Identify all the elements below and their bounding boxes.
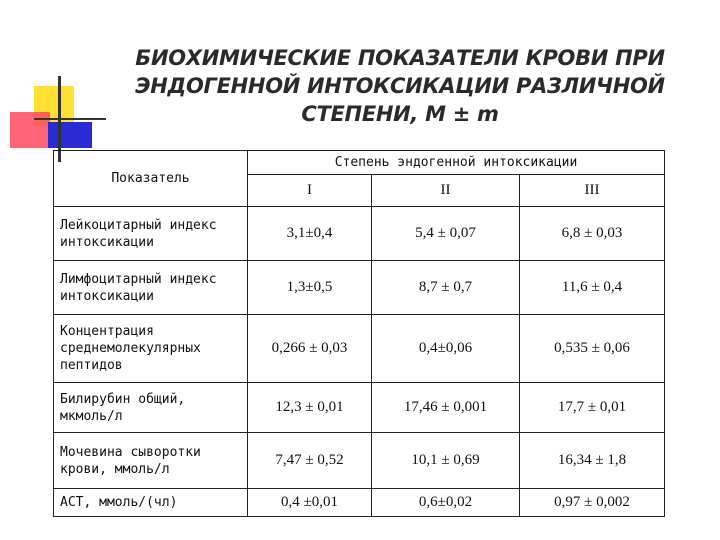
cell-value: 5,4 ± 0,07 [372, 207, 520, 261]
cell-value: 11,6 ± 0,4 [520, 261, 665, 315]
cell-value: 0,97 ± 0,002 [520, 489, 665, 517]
cell-value: 10,1 ± 0,69 [372, 433, 520, 489]
column-header-parameter: Показатель [54, 151, 248, 207]
row-label: Лейкоцитарный индекс интоксикации [54, 207, 248, 261]
decor-blue-square [48, 122, 92, 148]
cell-value: 6,8 ± 0,03 [520, 207, 665, 261]
cell-value: 0,535 ± 0,06 [520, 315, 665, 383]
cell-value: 7,47 ± 0,52 [248, 433, 372, 489]
cell-value: 0,4 ±0,01 [248, 489, 372, 517]
title-line-3: СТЕПЕНИ, M ± m [301, 102, 499, 126]
table-row [54, 261, 665, 315]
row-label: АСТ, ммоль/(чл) [54, 489, 248, 517]
title-line-2: ЭНДОГЕННОЙ ИНТОКСИКАЦИИ РАЗЛИЧНОЙ [135, 74, 665, 98]
cell-value: 17,7 ± 0,01 [520, 383, 665, 433]
cell-value: 3,1±0,4 [248, 207, 372, 261]
table-row [54, 489, 665, 517]
column-header-degree-1: I [248, 175, 372, 207]
cell-value: 16,34 ± 1,8 [520, 433, 665, 489]
slide-title [100, 44, 700, 128]
cell-value: 0,4±0,06 [372, 315, 520, 383]
data-table [53, 150, 665, 517]
row-label: Мочевина сыворотки крови, ммоль/л [54, 433, 248, 489]
table-row [54, 383, 665, 433]
cell-value: 8,7 ± 0,7 [372, 261, 520, 315]
row-label: Билирубин общий, мкмоль/л [54, 383, 248, 433]
column-header-degree-3: III [520, 175, 665, 207]
cell-value: 1,3±0,5 [248, 261, 372, 315]
cell-value: 0,266 ± 0,03 [248, 315, 372, 383]
table-row [54, 315, 665, 383]
title-line-1: БИОХИМИЧЕСКИЕ ПОКАЗАТЕЛИ КРОВИ ПРИ [135, 46, 665, 70]
column-header-degree-group: Степень эндогенной интоксикации [248, 151, 665, 175]
column-header-degree-2: II [372, 175, 520, 207]
cell-value: 12,3 ± 0,01 [248, 383, 372, 433]
row-label: Концентрация среднемолекулярных пептидов [54, 315, 248, 383]
header-row-1 [54, 151, 665, 175]
table-row [54, 207, 665, 261]
cell-value: 17,46 ± 0,001 [372, 383, 520, 433]
cell-value: 0,6±0,02 [372, 489, 520, 517]
row-label: Лимфоцитарный индекс интоксикации [54, 261, 248, 315]
table-row [54, 433, 665, 489]
decor-horizontal-line [34, 118, 106, 120]
